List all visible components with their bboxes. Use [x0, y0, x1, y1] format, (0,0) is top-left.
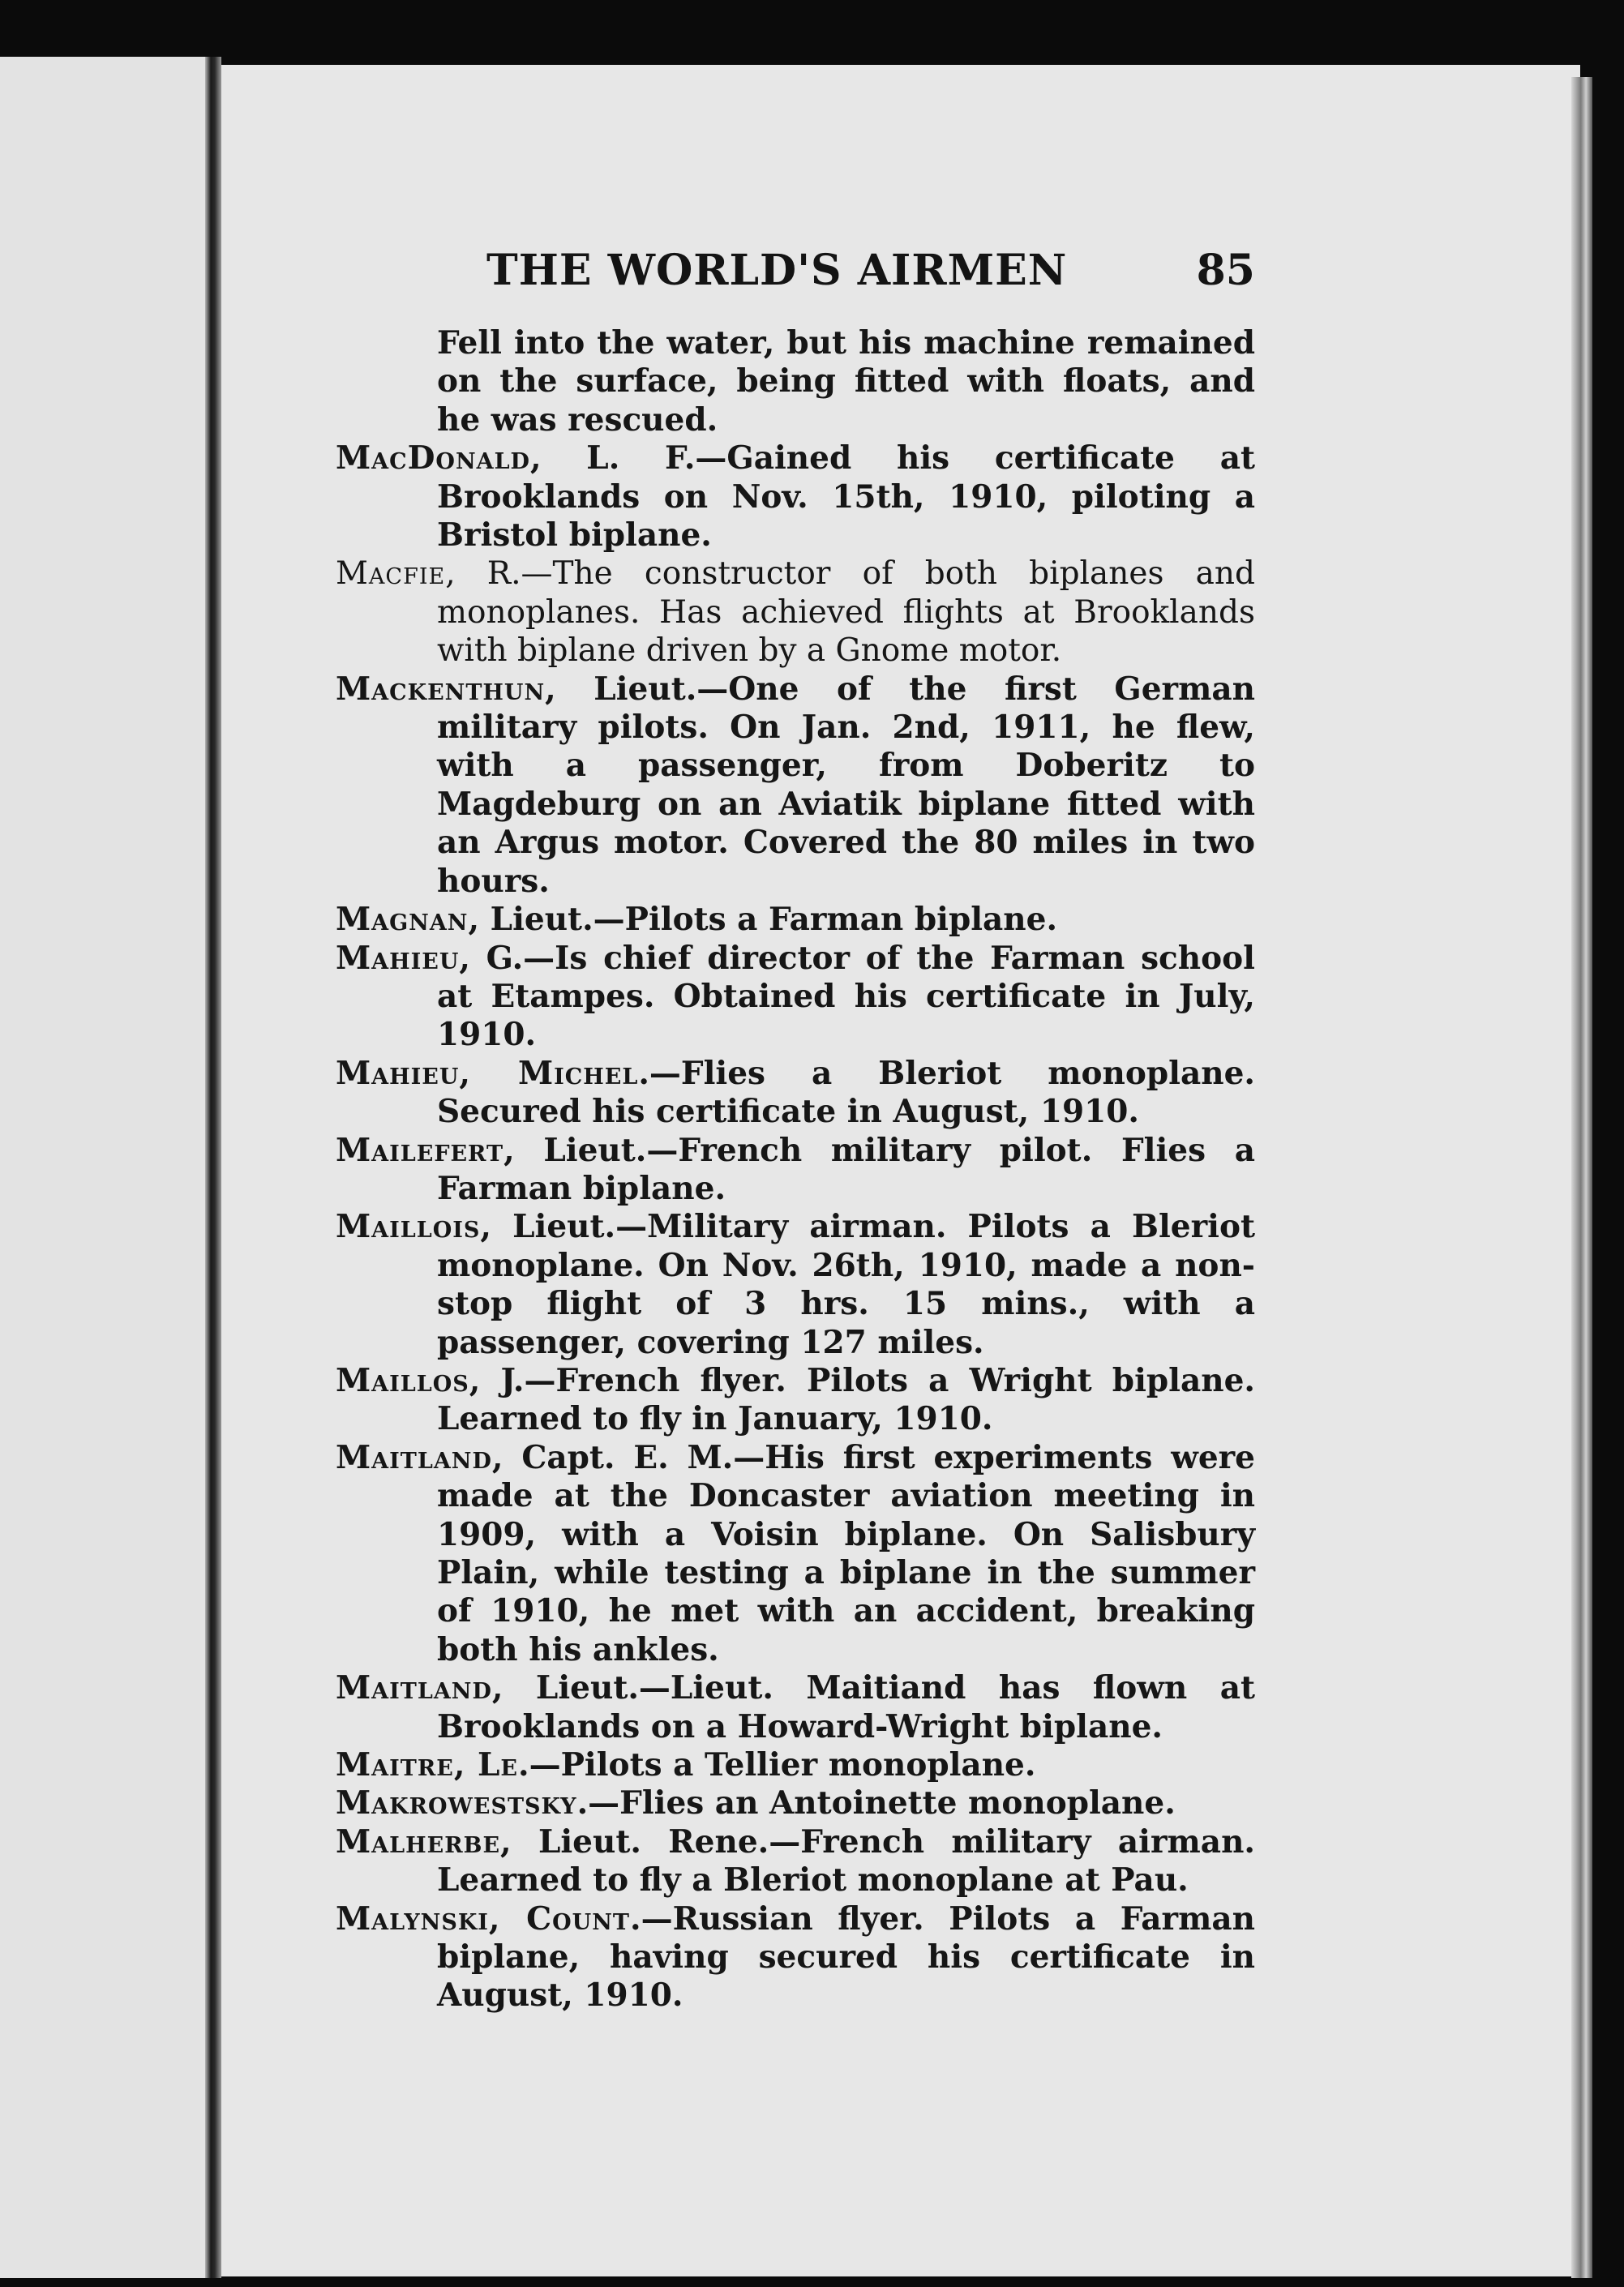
entry-text: .—Flies an Antoinette monoplane.: [576, 1784, 1176, 1822]
entry-macfie: [336, 555, 1255, 670]
continued-paragraph: Fell into the water, but his machine remained on the surface, being fitted with floats, and he was rescued.: [437, 324, 1255, 439]
entry-name: Mailefert: [336, 1131, 504, 1169]
entry-text: , Lieut.—One of the first German military pilots. On Jan. 2nd, 1911, he flew, with a passenger, from Doberitz to Magdeburg on an Aviatik biplane fitted with an Argus motor. Covered the 80 miles in two hours.: [437, 670, 1255, 900]
entry-text: , L. F.—Gained his certificate at Brooklands on Nov. 15th, 1910, piloting a Bristol biplane.: [437, 439, 1255, 555]
entry-name: Magnan: [336, 901, 469, 939]
entry-maitland-lieut: [336, 1669, 1255, 1746]
entry-malynski: [336, 1900, 1255, 2015]
entry-name: Mahieu: [336, 939, 460, 977]
entry-text: , Lieut.—French military pilot. Flies a Farman biplane.: [437, 1131, 1255, 1207]
entry-text: , Lieut.—Military airman. Pilots a Bleriot monoplane. On Nov. 26th, 1910, made a non-stop flight of 3 hrs. 15 mins., with a passenger, covering 127 miles.: [437, 1208, 1255, 1361]
page-number: 85: [1196, 246, 1255, 295]
entry-name: Makrowestsky: [336, 1784, 577, 1822]
entry-name: MacDonald: [336, 439, 530, 478]
entry-text: , Lieut.—Pilots a Farman biplane.: [468, 901, 1058, 939]
entry-text: .—Flies a Bleriot monoplane. Secured his certificate in August, 1910.: [437, 1054, 1255, 1131]
entry-maitland-capt: [336, 1439, 1255, 1669]
book-gutter: [205, 57, 221, 2278]
entry-text: , Capt. E. M.—His first experiments were made at the Doncaster aviation meeting in 1909, with a Voisin biplane. On Salisbury Plain, while testing a biplane in the summer of 1910, he met with an accident, breaking both his ankles.: [437, 1438, 1255, 1668]
page-edge: [1571, 77, 1592, 2278]
entry-mahieu-michel: [336, 1055, 1255, 1132]
entry-name: Malherbe: [336, 1822, 501, 1861]
entry-name: Malynski, Count: [336, 1899, 630, 1938]
entry-macdonald: [336, 439, 1255, 555]
body-text: [336, 324, 1255, 2015]
entry-text: , Lieut.—Lieut. Maitiand has flown at Brooklands on a Howard-Wright biplane.: [437, 1669, 1255, 1745]
entry-maitre: [336, 1746, 1255, 1784]
entry-mackenthun: [336, 670, 1255, 901]
entry-name: Mackenthun: [336, 670, 546, 708]
entry-malherbe: [336, 1823, 1255, 1900]
running-title: THE WORLD'S AIRMEN: [486, 246, 1068, 295]
entry-text: , Lieut. Rene.—French military airman. Learned to fly a Bleriot monoplane at Pau.: [437, 1822, 1255, 1899]
entry-name: Macfie: [336, 555, 446, 593]
entry-mahieu-g: [336, 940, 1255, 1055]
entry-name: Maitland: [336, 1438, 492, 1476]
entry-name: Maillois: [336, 1208, 481, 1246]
entry-text: .—Pilots a Tellier monoplane.: [518, 1746, 1036, 1784]
entry-text: , J.—French flyer. Pilots a Wright biplane. Learned to fly in January, 1910.: [437, 1361, 1255, 1438]
entry-maillos: [336, 1362, 1255, 1439]
entry-magnan: [336, 901, 1255, 939]
entry-text: .—Russian flyer. Pilots a Farman biplane, having secured his certificate in August, 1910.: [437, 1899, 1255, 2015]
entry-text: , G.—Is chief director of the Farman school at Etampes. Obtained his certificate in July, 1910.: [437, 939, 1255, 1054]
entry-name: Maitland: [336, 1669, 492, 1707]
entry-mailefert: [336, 1132, 1255, 1209]
facing-page: [0, 57, 212, 2278]
running-head: [486, 246, 1255, 311]
entry-name: Mahieu, Michel: [336, 1054, 639, 1092]
entry-name: Maillos: [336, 1361, 469, 1399]
entry-maillois: [336, 1208, 1255, 1362]
entry-makrowestsky: [336, 1784, 1255, 1822]
entry-text: , R.—The constructor of both biplanes and monoplanes. Has achieved flights at Brooklands with biplane driven by a Gnome motor.: [437, 555, 1255, 670]
entry-name: Maitre, Le: [336, 1746, 519, 1784]
